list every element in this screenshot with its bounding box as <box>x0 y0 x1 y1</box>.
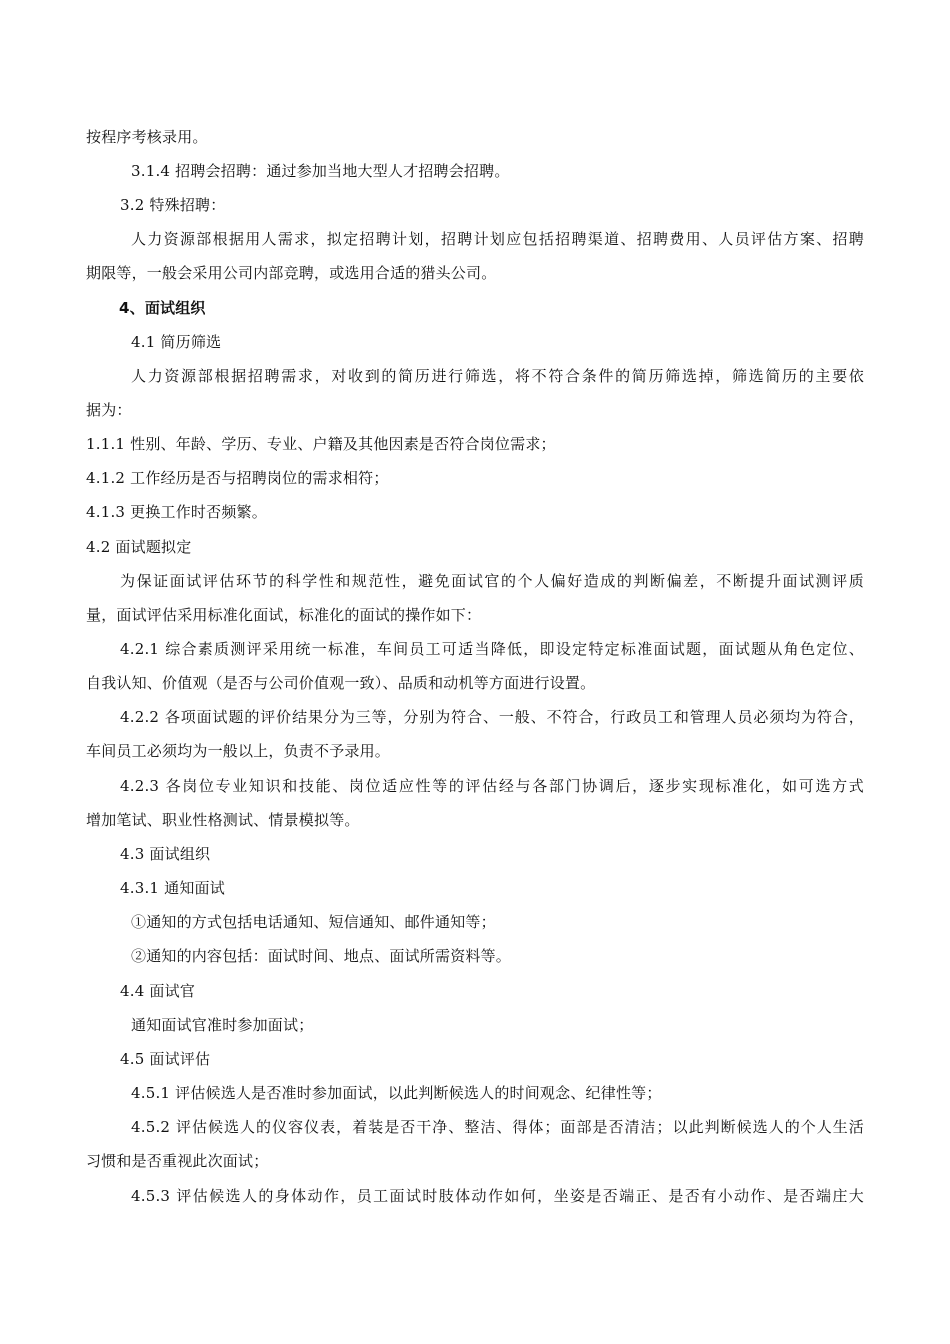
section-4-2-2: 4.2.2 各项面试题的评价结果分为三等，分别为符合、一般、不符合，行政员工和管理人员必须均为符合， <box>120 708 864 726</box>
section-4-3-heading: 4.3 面试组织 <box>120 845 211 863</box>
section-3-1-4: 3.1.4 招聘会招聘：通过参加当地大型人才招聘会招聘。 <box>131 162 510 180</box>
paragraph-line: 习惯和是否重视此次面试； <box>86 1152 269 1170</box>
paragraph-line: 为保证面试评估环节的科学性和规范性，避免面试官的个人偏好造成的判断偏差，不断提升面试测评质 <box>120 572 864 590</box>
section-4-heading: 4、面试组织 <box>119 299 206 317</box>
paragraph-line: 按程序考核录用。 <box>86 128 208 146</box>
section-4-1-heading: 4.1 简历筛选 <box>131 333 222 351</box>
paragraph-line: 期限等，一般会采用公司内部竞聘，或选用合适的猎头公司。 <box>86 264 497 282</box>
section-4-2-3: 4.2.3 各岗位专业知识和技能、岗位适应性等的评估经与各部门协调后，逐步实现标准化，如可选方式 <box>120 777 864 795</box>
paragraph-line: 量，面试评估采用标准化面试，标准化的面试的操作如下： <box>86 606 482 624</box>
paragraph-line: 自我认知、价值观（是否与公司价值观一致）、品质和动机等方面进行设置。 <box>86 674 596 692</box>
paragraph-line: 据为： <box>86 401 132 419</box>
list-item: 1.1.1 性别、年龄、学历、专业、户籍及其他因素是否符合岗位需求； <box>86 435 556 453</box>
section-4-3-1-heading: 4.3.1 通知面试 <box>120 879 225 897</box>
list-item: 4.1.2 工作经历是否与招聘岗位的需求相符； <box>86 469 389 487</box>
paragraph-line: 通知面试官准时参加面试； <box>131 1016 314 1034</box>
section-4-2-1: 4.2.1 综合素质测评采用统一标准，车间员工可适当降低，即设定特定标准面试题，面试题从角色定位、 <box>120 640 864 658</box>
list-item: ①通知的方式包括电话通知、短信通知、邮件通知等； <box>131 913 496 931</box>
section-4-5-2: 4.5.2 评估候选人的仪容仪表，着装是否干净、整洁、得体；面部是否清洁；以此判断候选人的个人生活 <box>131 1118 864 1136</box>
section-4-4-heading: 4.4 面试官 <box>120 982 196 1000</box>
section-3-2-heading: 3.2 特殊招聘： <box>120 196 226 214</box>
list-item: ②通知的内容包括：面试时间、地点、面试所需资料等。 <box>131 947 512 965</box>
list-item: 4.1.3 更换工作时否频繁。 <box>86 503 267 521</box>
paragraph-line: 人力资源部根据用人需求，拟定招聘计划，招聘计划应包括招聘渠道、招聘费用、人员评估方案、招聘 <box>131 230 864 248</box>
paragraph-line: 增加笔试、职业性格测试、情景模拟等。 <box>86 811 360 829</box>
section-4-5-3: 4.5.3 评估候选人的身体动作，员工面试时肢体动作如何，坐姿是否端正、是否有小动作、是否端庄大 <box>131 1187 864 1205</box>
section-4-5-1: 4.5.1 评估候选人是否准时参加面试，以此判断候选人的时间观念、纪律性等； <box>131 1084 662 1102</box>
paragraph-line: 车间员工必须均为一般以上，负责不予录用。 <box>86 742 391 760</box>
section-4-5-heading: 4.5 面试评估 <box>120 1050 211 1068</box>
paragraph-line: 人力资源部根据招聘需求，对收到的简历进行筛选，将不符合条件的简历筛选掉，筛选简历的主要依 <box>131 367 864 385</box>
section-4-2-heading: 4.2 面试题拟定 <box>86 538 192 556</box>
